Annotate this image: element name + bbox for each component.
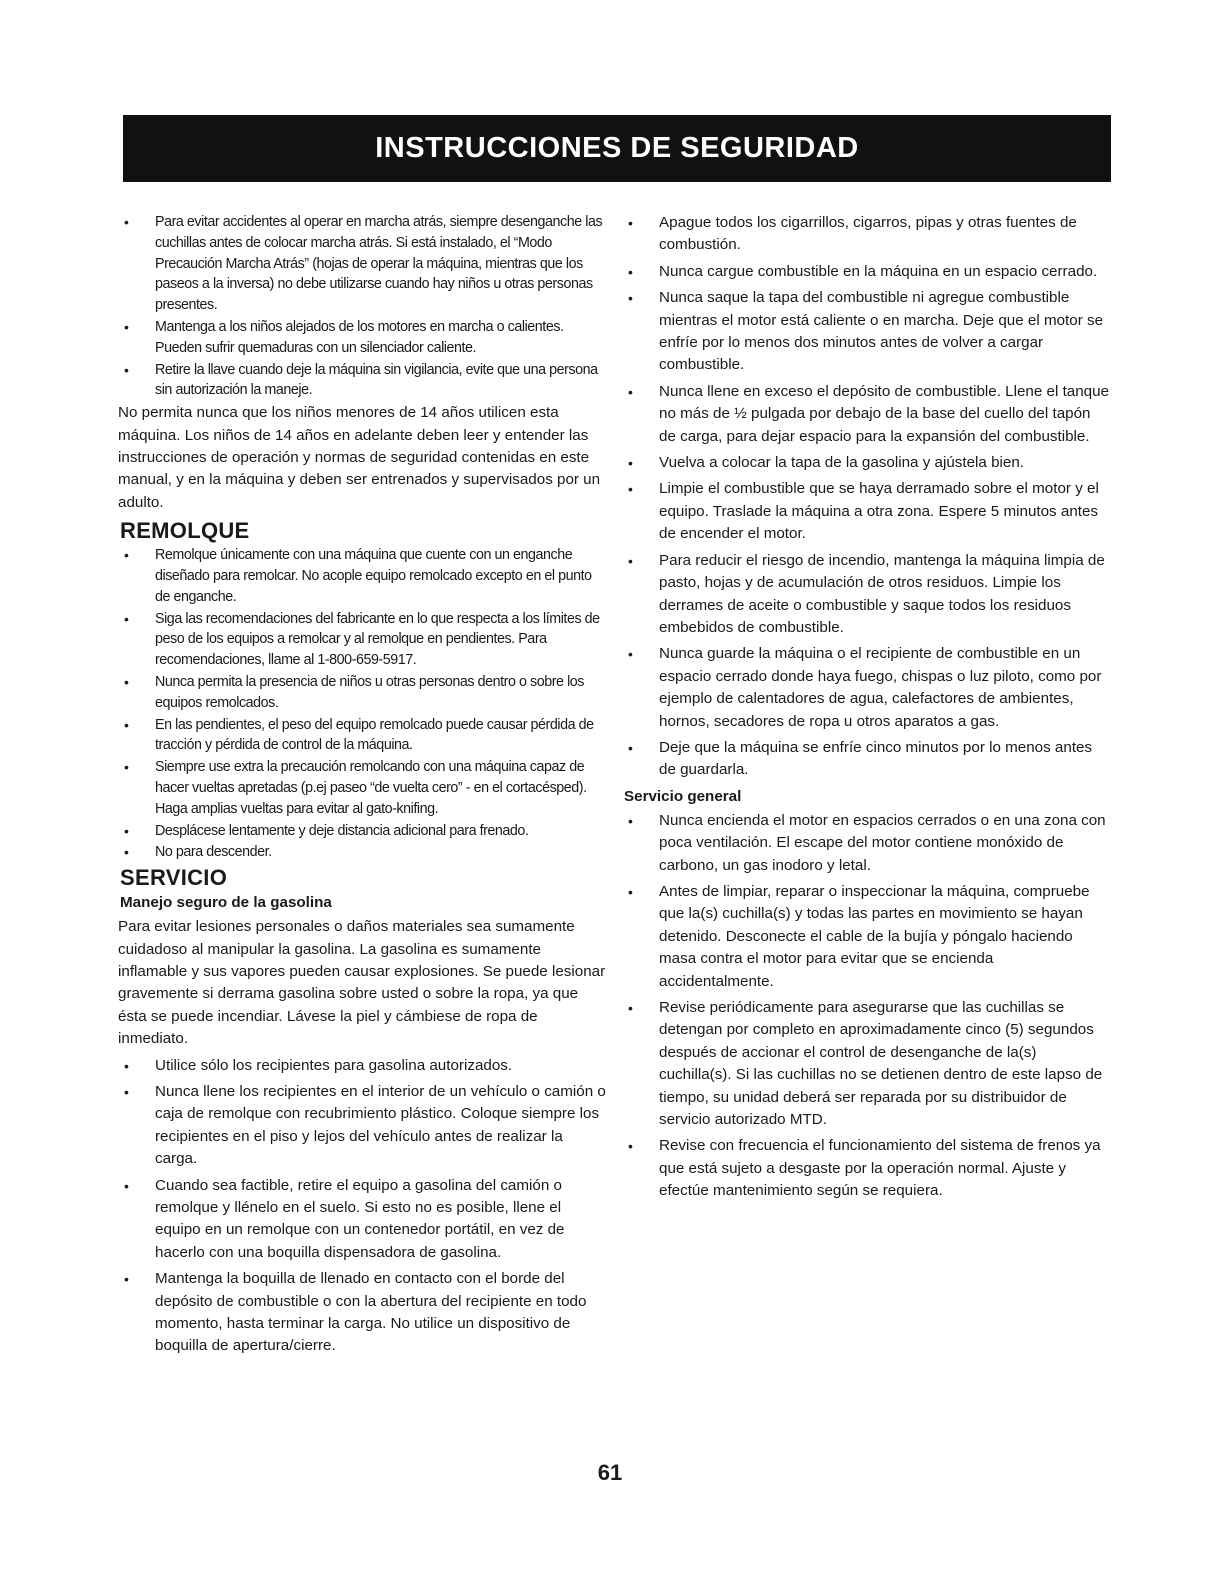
list-item: • Mantenga la boquilla de llenado en contacto con el borde del depósito de combustible o con la abertura del recipiente en todo momento, hasta terminar la carga. No utilice un dispositivo de boquilla de apertura/cierre. xyxy=(118,1268,606,1358)
page-title: INSTRUCCIONES DE SEGURIDAD xyxy=(375,132,859,164)
gasoline-bullet-list-continued xyxy=(622,212,1110,782)
list-item: • Deje que la máquina se enfríe cinco minutos por lo menos antes de guardarla. xyxy=(622,737,1110,782)
section-heading-remolque: REMOLQUE xyxy=(120,518,250,544)
gasoline-paragraph: Para evitar lesiones personales o daños materiales sea sumamente cuidadoso al manipular la gasolina. La gasolina es sumamente inflamable y sus vapores pueden causar explosiones. Se puede lesionar gravemente si derrama gasolina sobre usted o sobre la ropa, ya que ésta se puede incendiar. Lávese la piel y cámbiese de ropa de inmediato. xyxy=(118,918,606,1048)
list-item: • Siga las recomendaciones del fabricante en lo que respecta a los límites de peso de los equipos a remolcar y al remolque en pendientes. Para recomendaciones, llame al 1-800-659-5917. xyxy=(118,609,606,671)
subheading-general-service: Servicio general xyxy=(624,787,742,805)
list-item: • Nunca llene los recipientes en el interior de un vehículo o camión o caja de remolque con recubrimiento plástico. Coloque siempre los recipientes en el piso y lejos del vehículo antes de realizar la carga. xyxy=(118,1081,606,1171)
list-item: • En las pendientes, el peso del equipo remolcado puede causar pérdida de tracción y pérdida de control de la máquina. xyxy=(118,715,606,757)
list-item: • Utilice sólo los recipientes para gasolina autorizados. xyxy=(118,1055,606,1077)
list-item: • Antes de limpiar, reparar o inspeccionar la máquina, compruebe que la(s) cuchilla(s) y todas las partes en movimiento se hayan detenido. Desconecte el cable de la bujía y póngalo haciendo masa contra el motor para evitar que se encienda accidentalmente. xyxy=(622,881,1110,993)
list-item: • Nunca cargue combustible en la máquina en un espacio cerrado. xyxy=(622,261,1110,283)
list-item: • Remolque únicamente con una máquina que cuente con un enganche diseñado para remolcar. No acople equipo remolcado excepto en el punto de enganche. xyxy=(118,545,606,607)
general-service-bullet-list xyxy=(622,810,1110,1203)
page-title-banner xyxy=(123,115,1111,182)
subheading-gasoline: Manejo seguro de la gasolina xyxy=(120,894,332,912)
left-column xyxy=(118,212,606,1362)
intro-bullet-list xyxy=(118,212,606,401)
list-item: • Limpie el combustible que se haya derramado sobre el motor y el equipo. Traslade la máquina a otra zona. Espere 5 minutos antes de encender el motor. xyxy=(622,478,1110,545)
page-number: 61 xyxy=(597,1460,623,1485)
list-item: • Vuelva a colocar la tapa de la gasolina y ajústela bien. xyxy=(622,452,1110,474)
section-heading-servicio: SERVICIO xyxy=(120,865,228,891)
list-item: • No para descender. xyxy=(118,842,606,863)
gasoline-bullet-list xyxy=(118,1055,606,1358)
children-paragraph: No permita nunca que los niños menores de 14 años utilicen esta máquina. Los niños de 14 años en adelante deben leer y entender las instrucciones de operación y normas de seguridad contenidas en este manual, y en la máquina y deben ser entrenados y supervisados por un adulto. xyxy=(118,404,601,511)
list-item: • Para reducir el riesgo de incendio, mantenga la máquina limpia de pasto, hojas y de acumulación de otros residuos. Limpie los derrames de aceite o combustible y saque todos los residuos embebidos de combustible. xyxy=(622,550,1110,640)
list-item: • Para evitar accidentes al operar en marcha atrás, siempre desenganche las cuchillas antes de colocar marcha atrás. Si está instalado, el “Modo Precaución Marcha Atrás” (hojas de operar la máquina, mientras que los paseos a la inversa) no debe utilizarse cuando hay niños u otras personas presentes. xyxy=(118,212,606,316)
list-item: • Siempre use extra la precaución remolcando con una máquina capaz de hacer vueltas apretadas (p.ej paseo “de vuelta cero” - en el cortacésped). Haga amplias vueltas para evitar al gato-knifing. xyxy=(118,757,606,819)
list-item: • Retire la llave cuando deje la máquina sin vigilancia, evite que una persona sin autorización la maneje. xyxy=(118,360,606,402)
list-item: • Revise periódicamente para asegurarse que las cuchillas se detengan por completo en aproximadamente cinco (5) segundos después de accionar el control de desenganche de la(s) cuchilla(s). Si las cuchillas no se detienen dentro de este lapso de tiempo, su unidad deberá ser reparada por su distribuidor de servicio autorizado MTD. xyxy=(622,997,1110,1131)
list-item: • Nunca guarde la máquina o el recipiente de combustible en un espacio cerrado donde haya fuego, chispas o luz piloto, como por ejemplo de calentadores de agua, calefactores de ambientes, hornos, secadores de ropa u otros aparatos a gas. xyxy=(622,643,1110,733)
list-item: • Nunca llene en exceso el depósito de combustible. Llene el tanque no más de ½ pulgada por debajo de la base del cuello del tapón de carga, para dejar espacio para la expansión del combustible. xyxy=(622,381,1110,448)
list-item: • Cuando sea factible, retire el equipo a gasolina del camión o remolque y llénelo en el suelo. Si esto no es posible, llene el equipo en un remolque con un contenedor portátil, en vez de hacerlo con una boquilla dispensadora de gasolina. xyxy=(118,1175,606,1265)
right-column xyxy=(622,212,1110,1207)
list-item: • Mantenga a los niños alejados de los motores en marcha o calientes. Pueden sufrir quemaduras con un silenciador caliente. xyxy=(118,317,606,359)
list-item: • Apague todos los cigarrillos, cigarros, pipas y otras fuentes de combustión. xyxy=(622,212,1110,257)
remolque-bullet-list xyxy=(118,545,606,863)
list-item: • Revise con frecuencia el funcionamiento del sistema de frenos ya que está sujeto a desgaste por la operación normal. Ajuste y efectúe mantenimiento según se requiera. xyxy=(622,1135,1110,1202)
list-item: • Nunca permita la presencia de niños u otras personas dentro o sobre los equipos remolcados. xyxy=(118,672,606,714)
list-item: • Nunca encienda el motor en espacios cerrados o en una zona con poca ventilación. El escape del motor contiene monóxido de carbono, un gas inodoro y letal. xyxy=(622,810,1110,877)
list-item: • Desplácese lentamente y deje distancia adicional para frenado. xyxy=(118,821,606,842)
list-item: • Nunca saque la tapa del combustible ni agregue combustible mientras el motor está caliente o en marcha. Deje que el motor se enfríe por lo menos dos minutos antes de volver a cargar combustible. xyxy=(622,287,1110,377)
